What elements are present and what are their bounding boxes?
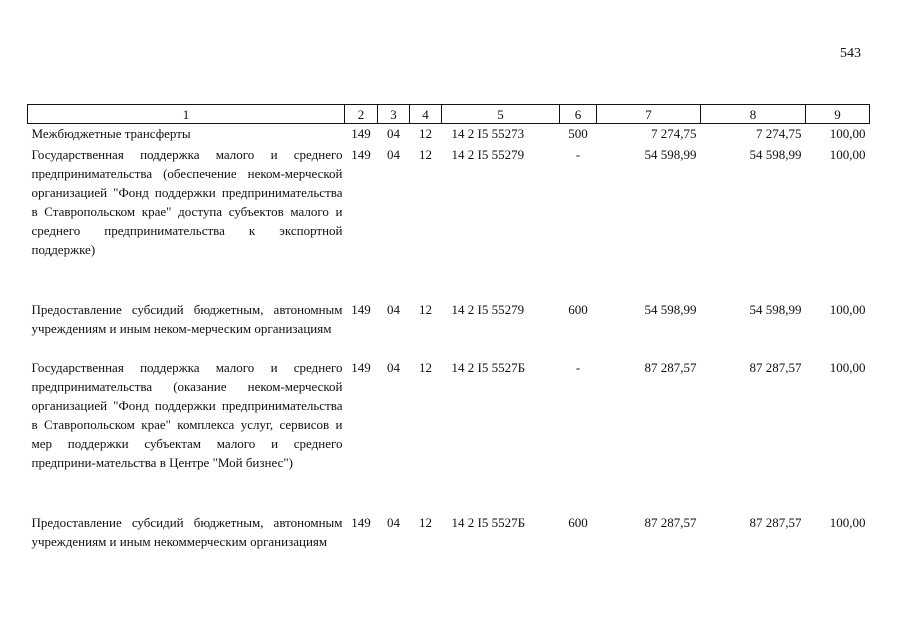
header-col-5: 5: [442, 105, 560, 124]
row-name: Государственная поддержка малого и среднего предпринимательства (обеспечение неком-мерческой организацией "Фонд поддержки предпринимательства в Ставропольском крае" доступа субъектов малого и среднего предпринимательства к экспортной поддержке): [31, 146, 343, 257]
cell-c3: 04: [387, 126, 400, 141]
cell-c6: 600: [568, 301, 588, 317]
header-col-8: 8: [701, 105, 806, 124]
cell-c7: 7 274,75: [651, 126, 697, 141]
row-name: Предоставление субсидий бюджетным, автономным учреждениям и иным неком-мерческим организациям: [31, 301, 343, 336]
cell-c8: 87 287,57: [749, 359, 802, 375]
cell-c9: 100,00: [829, 359, 866, 375]
cell-c3: 04: [387, 359, 400, 375]
table-row: [28, 145, 870, 300]
cell-c9: 100,00: [829, 146, 866, 162]
cell-c4: 12: [419, 301, 432, 317]
cell-c7: 87 287,57: [644, 514, 697, 530]
cell-c4: 12: [419, 514, 432, 530]
cell-c2: 149: [351, 301, 371, 317]
row-name: Предоставление субсидий бюджетным, автономным учреждениям и иным некоммерческим организациям: [31, 514, 343, 549]
row-name: Государственная поддержка малого и среднего предпринимательства (оказание неком-мерческой организацией "Фонд поддержки предпринимательства в Ставропольском крае" комплекса услуг, сервисов и мер поддержки субъектам малого и среднего предприни-мательства в Центре "Мой бизнес"): [31, 359, 343, 470]
header-col-2: 2: [345, 105, 378, 124]
header-col-4: 4: [410, 105, 442, 124]
cell-c5: 14 2 I5 5527Б: [451, 514, 526, 530]
cell-c3: 04: [387, 146, 400, 162]
table-row: [28, 358, 870, 513]
cell-c2: 149: [351, 126, 371, 141]
header-row: [28, 105, 870, 124]
cell-c2: 149: [351, 359, 371, 375]
cell-c2: 149: [351, 514, 371, 530]
cell-c8: 7 274,75: [756, 126, 802, 141]
header-col-9: 9: [806, 105, 870, 124]
cell-c6: -: [575, 146, 581, 162]
cell-c6: 600: [568, 514, 588, 530]
cell-c3: 04: [387, 301, 400, 317]
cell-c9: 100,00: [829, 301, 866, 317]
header-col-6: 6: [560, 105, 597, 124]
cell-c5: 14 2 I5 55279: [451, 301, 525, 317]
budget-table: [27, 104, 870, 571]
cell-c4: 12: [419, 359, 432, 375]
row-name: Межбюджетные трансферты: [31, 126, 191, 141]
cell-c5: 14 2 I5 55279: [451, 146, 525, 162]
header-col-7: 7: [597, 105, 701, 124]
table-row: [28, 513, 870, 571]
cell-c4: 12: [419, 126, 432, 141]
cell-c8: 54 598,99: [749, 146, 802, 162]
cell-c4: 12: [419, 146, 432, 162]
cell-c5: 14 2 I5 55273: [451, 126, 525, 141]
cell-c6: 500: [568, 126, 588, 141]
cell-c8: 87 287,57: [749, 514, 802, 530]
cell-c7: 87 287,57: [644, 359, 697, 375]
header-col-1: 1: [28, 105, 345, 124]
cell-c2: 149: [351, 146, 371, 162]
cell-c9: 100,00: [829, 126, 866, 141]
cell-c7: 54 598,99: [644, 146, 697, 162]
cell-c5: 14 2 I5 5527Б: [451, 359, 526, 375]
cell-c9: 100,00: [829, 514, 866, 530]
cell-c6: -: [575, 359, 581, 375]
table-row: [28, 300, 870, 358]
page-number: 543: [840, 46, 861, 61]
cell-c3: 04: [387, 514, 400, 530]
table-row: [28, 124, 870, 145]
header-col-3: 3: [378, 105, 410, 124]
cell-c7: 54 598,99: [644, 301, 697, 317]
cell-c8: 54 598,99: [749, 301, 802, 317]
